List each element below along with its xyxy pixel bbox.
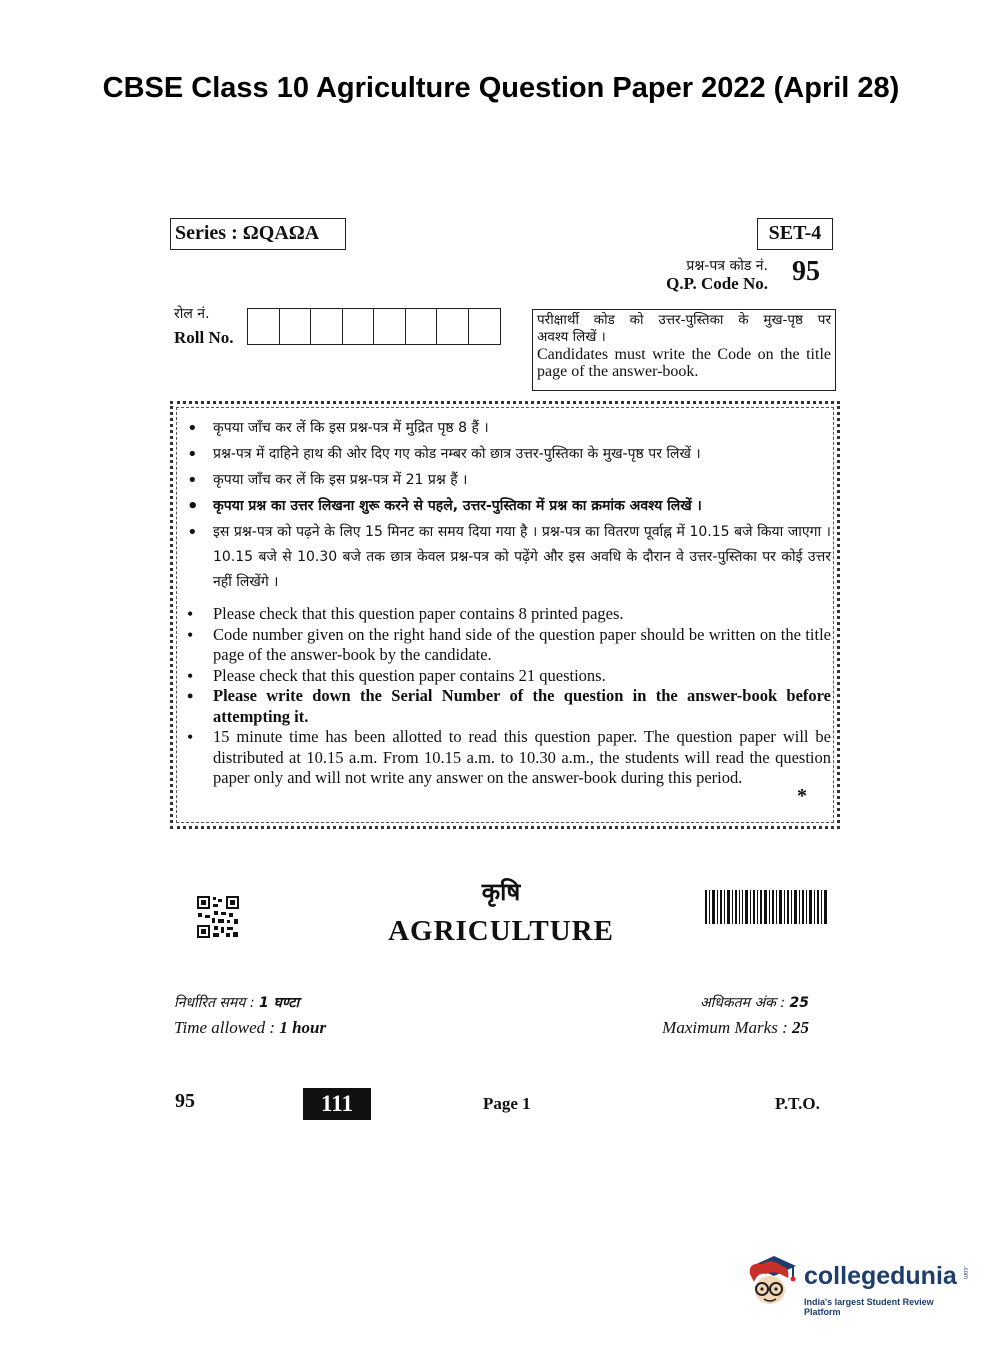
instruction-hindi-item: • कृपया प्रश्न का उत्तर लिखना शुरू करने से पहले, उत्तर-पुस्तिका में प्रश्न का क्रमांक अवश्य लिखें । — [179, 494, 831, 519]
instruction-hindi-item: • कृपया जाँच कर लें कि इस प्रश्न-पत्र में 21 प्रश्न हैं । — [179, 468, 831, 493]
roll-label: Roll No. — [174, 328, 234, 347]
roll-digit-box[interactable] — [406, 309, 438, 344]
pto-label: P.T.O. — [775, 1094, 820, 1113]
marks-label: Maximum Marks : — [662, 1018, 788, 1037]
instruction-english-item: • Please check that this question paper contains 21 questions. — [179, 666, 831, 687]
footer-code: 95 — [175, 1090, 195, 1112]
instruction-hindi-item: • इस प्रश्न-पत्र को पढ़ने के लिए 15 मिनट का समय दिया गया है । प्रश्न-पत्र का वितरण पूर्वाह्न में 10.15 बजे किया जाएगा । 10.15 बजे से 10.30 बजे तक छात्र केवल प्रश्न-पत्र को पढ़ेंगे और इस अवधि के दौरान वे उत्तर-पुस्तिका पर कोई उत्तर नहीं लिखेंगे । — [179, 520, 831, 595]
marks-hindi-label: अधिकतम अंक : — [699, 995, 786, 1011]
qp-code-label: Q.P. Code No. — [666, 274, 768, 293]
instruction-hindi-item: • कृपया जाँच कर लें कि इस प्रश्न-पत्र में मुद्रित पृष्ठ 8 हैं । — [179, 416, 831, 441]
collegedunia-logo[interactable] — [744, 1252, 969, 1316]
roll-digit-box[interactable] — [437, 309, 469, 344]
time-allowed — [174, 1018, 326, 1038]
series-label: Series : ΩQAΩA — [170, 218, 346, 250]
instruction-hindi-item: • प्रश्न-पत्र में दाहिने हाथ की ओर दिए गए कोड नम्बर को छात्र उत्तर-पुस्तिका के मुख-पृष्ठ पर लिखें । — [179, 442, 831, 467]
max-marks — [662, 1018, 809, 1038]
roll-number-boxes[interactable] — [247, 308, 501, 345]
instruction-english-item: • 15 minute time has been allotted to read this question paper. The question paper will be distributed at 10.15 a.m. From 10.15 a.m. to 10.30 a.m., the students will read the question paper only and will not write any answer on the answer-book during this period. — [179, 727, 831, 789]
roll-hindi-label: रोल नं. — [174, 306, 210, 322]
code-note-hindi-line-1: परीक्षार्थी कोड को उत्तर-पुस्तिका के मुख-पृष्ठ पर — [537, 312, 831, 328]
mascot-icon — [744, 1252, 802, 1312]
roll-digit-box[interactable] — [469, 309, 501, 344]
instructions-english — [179, 604, 831, 789]
instruction-english-item: • Please check that this question paper contains 8 printed pages. — [179, 604, 831, 625]
roll-digit-box[interactable] — [311, 309, 343, 344]
code-note-box — [532, 309, 836, 391]
max-marks-hindi — [700, 993, 809, 1012]
marks-value: 25 — [792, 1018, 809, 1037]
subject-title: AGRICULTURE — [388, 915, 614, 947]
page-title: CBSE Class 10 Agriculture Question Paper 2022 (April 28) — [102, 72, 900, 104]
roll-digit-box[interactable] — [248, 309, 280, 344]
code-note-hindi-line-2: अवश्य लिखें । — [537, 329, 606, 345]
set-label: SET-4 — [757, 218, 833, 250]
instructions-hindi — [179, 416, 831, 596]
time-value: 1 hour — [279, 1018, 327, 1037]
time-hindi-label: निर्धारित समय : — [174, 995, 255, 1011]
roll-digit-box[interactable] — [280, 309, 312, 344]
page-number: Page 1 — [483, 1094, 531, 1113]
time-allowed-hindi — [174, 993, 299, 1012]
logo-name: collegedunia — [804, 1262, 957, 1290]
time-label: Time allowed : — [174, 1018, 276, 1037]
logo-tagline: India's largest Student Review Platform — [804, 1297, 934, 1317]
roll-digit-box[interactable] — [374, 309, 406, 344]
instructions-box — [170, 401, 840, 829]
qp-code-hindi-label: प्रश्न-पत्र कोड नं. — [686, 258, 768, 274]
roll-digit-box[interactable] — [343, 309, 375, 344]
footer-box-number: 111 — [303, 1088, 371, 1120]
marks-hindi-value: 25 — [789, 995, 809, 1011]
time-hindi-value: 1 घण्टा — [259, 995, 300, 1011]
subject-title-hindi: कृषि — [481, 878, 521, 906]
instruction-english-item: • Code number given on the right hand side of the question paper should be written on the title page of the answer-book by the candidate. — [179, 625, 831, 666]
logo-com: .com — [962, 1266, 968, 1280]
star-mark: * — [797, 785, 807, 807]
code-note-english: Candidates must write the Code on the title page of the answer-book. — [537, 346, 831, 380]
instruction-english-item: • Please write down the Serial Number of the question in the answer-book before attempting it. — [179, 686, 831, 727]
qp-code-number: 95 — [792, 256, 820, 287]
